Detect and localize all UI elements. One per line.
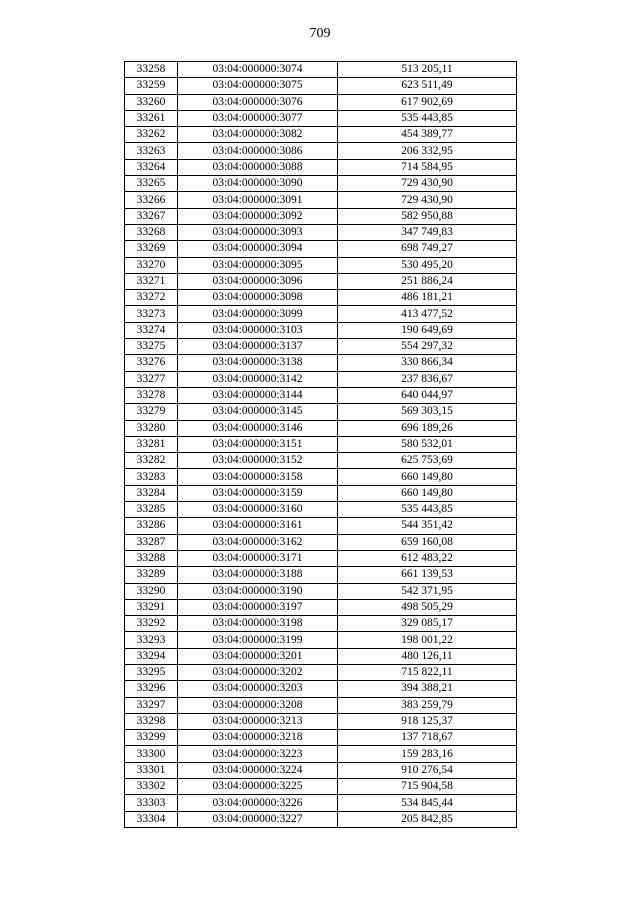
row-number-cell: 33296 — [125, 681, 178, 697]
cadastral-number-cell: 03:04:000000:3224 — [178, 762, 338, 778]
cadastral-value-cell: 660 149,80 — [338, 485, 517, 501]
cadastral-number-cell: 03:04:000000:3090 — [178, 176, 338, 192]
row-number-cell: 33272 — [125, 290, 178, 306]
cadastral-value-cell: 661 139,53 — [338, 567, 517, 583]
table-row — [125, 616, 517, 632]
cadastral-value-cell: 660 149,80 — [338, 469, 517, 485]
cadastral-number-cell: 03:04:000000:3213 — [178, 713, 338, 729]
table-row — [125, 355, 517, 371]
cadastral-value-cell: 729 430,90 — [338, 192, 517, 208]
cadastral-number-cell: 03:04:000000:3088 — [178, 159, 338, 175]
table-row — [125, 78, 517, 94]
cadastral-value-cell: 383 259,79 — [338, 697, 517, 713]
cadastral-value-cell: 513 205,11 — [338, 62, 517, 78]
cadastral-value-cell: 205 842,85 — [338, 811, 517, 827]
cadastral-value-cell: 714 584,95 — [338, 159, 517, 175]
cadastral-value-cell: 159 283,16 — [338, 746, 517, 762]
table-row — [125, 143, 517, 159]
cadastral-value-cell: 480 126,11 — [338, 648, 517, 664]
row-number-cell: 33259 — [125, 78, 178, 94]
cadastral-value-cell: 535 443,85 — [338, 110, 517, 126]
cadastral-value-cell: 729 430,90 — [338, 176, 517, 192]
table-row — [125, 273, 517, 289]
cadastral-value-cell: 612 483,22 — [338, 550, 517, 566]
cadastral-value-cell: 625 753,69 — [338, 453, 517, 469]
table-row — [125, 62, 517, 78]
row-number-cell: 33275 — [125, 339, 178, 355]
table-row — [125, 176, 517, 192]
cadastral-number-cell: 03:04:000000:3142 — [178, 371, 338, 387]
table-row — [125, 502, 517, 518]
row-number-cell: 33300 — [125, 746, 178, 762]
row-number-cell: 33267 — [125, 208, 178, 224]
cadastral-value-cell: 580 532,01 — [338, 436, 517, 452]
cadastral-value-cell: 910 276,54 — [338, 762, 517, 778]
cadastral-value-cell: 347 749,83 — [338, 224, 517, 240]
cadastral-value-cell: 534 845,44 — [338, 795, 517, 811]
table-row — [125, 599, 517, 615]
row-number-cell: 33262 — [125, 127, 178, 143]
table-row — [125, 567, 517, 583]
row-number-cell: 33260 — [125, 94, 178, 110]
cadastral-value-table — [124, 61, 517, 828]
table-row — [125, 713, 517, 729]
row-number-cell: 33295 — [125, 664, 178, 680]
cadastral-number-cell: 03:04:000000:3094 — [178, 241, 338, 257]
table-row — [125, 208, 517, 224]
row-number-cell: 33303 — [125, 795, 178, 811]
table-row — [125, 485, 517, 501]
row-number-cell: 33269 — [125, 241, 178, 257]
cadastral-number-cell: 03:04:000000:3226 — [178, 795, 338, 811]
row-number-cell: 33293 — [125, 632, 178, 648]
row-number-cell: 33280 — [125, 420, 178, 436]
cadastral-value-cell: 530 495,20 — [338, 257, 517, 273]
table-body — [125, 62, 517, 828]
table-row — [125, 110, 517, 126]
row-number-cell: 33287 — [125, 534, 178, 550]
cadastral-number-cell: 03:04:000000:3202 — [178, 664, 338, 680]
row-number-cell: 33277 — [125, 371, 178, 387]
cadastral-number-cell: 03:04:000000:3092 — [178, 208, 338, 224]
cadastral-number-cell: 03:04:000000:3144 — [178, 387, 338, 403]
cadastral-value-cell: 198 001,22 — [338, 632, 517, 648]
table-row — [125, 518, 517, 534]
cadastral-number-cell: 03:04:000000:3198 — [178, 616, 338, 632]
row-number-cell: 33299 — [125, 730, 178, 746]
row-number-cell: 33282 — [125, 453, 178, 469]
row-number-cell: 33263 — [125, 143, 178, 159]
table-row — [125, 339, 517, 355]
cadastral-value-cell: 623 511,49 — [338, 78, 517, 94]
cadastral-value-cell: 715 822,11 — [338, 664, 517, 680]
cadastral-value-cell: 190 649,69 — [338, 322, 517, 338]
row-number-cell: 33273 — [125, 306, 178, 322]
row-number-cell: 33274 — [125, 322, 178, 338]
table-row — [125, 648, 517, 664]
table-row — [125, 387, 517, 403]
table-row — [125, 371, 517, 387]
row-number-cell: 33292 — [125, 616, 178, 632]
cadastral-value-cell: 569 303,15 — [338, 404, 517, 420]
cadastral-number-cell: 03:04:000000:3225 — [178, 779, 338, 795]
cadastral-number-cell: 03:04:000000:3223 — [178, 746, 338, 762]
cadastral-number-cell: 03:04:000000:3093 — [178, 224, 338, 240]
cadastral-value-cell: 698 749,27 — [338, 241, 517, 257]
cadastral-value-cell: 498 505,29 — [338, 599, 517, 615]
cadastral-number-cell: 03:04:000000:3188 — [178, 567, 338, 583]
cadastral-value-cell: 329 085,17 — [338, 616, 517, 632]
cadastral-number-cell: 03:04:000000:3161 — [178, 518, 338, 534]
row-number-cell: 33279 — [125, 404, 178, 420]
cadastral-value-cell: 696 189,26 — [338, 420, 517, 436]
cadastral-value-cell: 237 836,67 — [338, 371, 517, 387]
cadastral-number-cell: 03:04:000000:3138 — [178, 355, 338, 371]
cadastral-value-cell: 394 388,21 — [338, 681, 517, 697]
cadastral-number-cell: 03:04:000000:3171 — [178, 550, 338, 566]
row-number-cell: 33284 — [125, 485, 178, 501]
table-row — [125, 469, 517, 485]
cadastral-number-cell: 03:04:000000:3075 — [178, 78, 338, 94]
table-row — [125, 534, 517, 550]
cadastral-number-cell: 03:04:000000:3091 — [178, 192, 338, 208]
cadastral-number-cell: 03:04:000000:3077 — [178, 110, 338, 126]
cadastral-value-cell: 251 886,24 — [338, 273, 517, 289]
cadastral-number-cell: 03:04:000000:3208 — [178, 697, 338, 713]
cadastral-value-cell: 454 389,77 — [338, 127, 517, 143]
row-number-cell: 33298 — [125, 713, 178, 729]
table-row — [125, 404, 517, 420]
cadastral-number-cell: 03:04:000000:3152 — [178, 453, 338, 469]
cadastral-value-cell: 659 160,08 — [338, 534, 517, 550]
row-number-cell: 33278 — [125, 387, 178, 403]
cadastral-value-cell: 918 125,37 — [338, 713, 517, 729]
row-number-cell: 33266 — [125, 192, 178, 208]
cadastral-number-cell: 03:04:000000:3074 — [178, 62, 338, 78]
table-row — [125, 811, 517, 827]
row-number-cell: 33268 — [125, 224, 178, 240]
row-number-cell: 33286 — [125, 518, 178, 534]
row-number-cell: 33271 — [125, 273, 178, 289]
row-number-cell: 33276 — [125, 355, 178, 371]
row-number-cell: 33258 — [125, 62, 178, 78]
cadastral-value-cell: 544 351,42 — [338, 518, 517, 534]
row-number-cell: 33285 — [125, 502, 178, 518]
cadastral-value-cell: 413 477,52 — [338, 306, 517, 322]
cadastral-number-cell: 03:04:000000:3218 — [178, 730, 338, 746]
row-number-cell: 33288 — [125, 550, 178, 566]
cadastral-number-cell: 03:04:000000:3082 — [178, 127, 338, 143]
table-row — [125, 159, 517, 175]
cadastral-number-cell: 03:04:000000:3227 — [178, 811, 338, 827]
table-row — [125, 94, 517, 110]
table-row — [125, 192, 517, 208]
cadastral-number-cell: 03:04:000000:3160 — [178, 502, 338, 518]
row-number-cell: 33281 — [125, 436, 178, 452]
row-number-cell: 33302 — [125, 779, 178, 795]
cadastral-number-cell: 03:04:000000:3162 — [178, 534, 338, 550]
table-row — [125, 779, 517, 795]
cadastral-number-cell: 03:04:000000:3137 — [178, 339, 338, 355]
cadastral-value-cell: 330 866,34 — [338, 355, 517, 371]
table-row — [125, 583, 517, 599]
cadastral-number-cell: 03:04:000000:3190 — [178, 583, 338, 599]
cadastral-number-cell: 03:04:000000:3203 — [178, 681, 338, 697]
table-row — [125, 290, 517, 306]
cadastral-number-cell: 03:04:000000:3201 — [178, 648, 338, 664]
row-number-cell: 33270 — [125, 257, 178, 273]
row-number-cell: 33265 — [125, 176, 178, 192]
table-row — [125, 681, 517, 697]
table-row — [125, 762, 517, 778]
row-number-cell: 33301 — [125, 762, 178, 778]
cadastral-number-cell: 03:04:000000:3095 — [178, 257, 338, 273]
cadastral-value-cell: 554 297,32 — [338, 339, 517, 355]
row-number-cell: 33304 — [125, 811, 178, 827]
table-row — [125, 257, 517, 273]
table-row — [125, 746, 517, 762]
cadastral-number-cell: 03:04:000000:3103 — [178, 322, 338, 338]
cadastral-value-cell: 640 044,97 — [338, 387, 517, 403]
row-number-cell: 33297 — [125, 697, 178, 713]
table-row — [125, 550, 517, 566]
page-number: 709 — [309, 26, 331, 41]
row-number-cell: 33291 — [125, 599, 178, 615]
table-row — [125, 436, 517, 452]
row-number-cell: 33289 — [125, 567, 178, 583]
row-number-cell: 33290 — [125, 583, 178, 599]
cadastral-value-cell: 617 902,69 — [338, 94, 517, 110]
table-row — [125, 241, 517, 257]
row-number-cell: 33283 — [125, 469, 178, 485]
cadastral-number-cell: 03:04:000000:3159 — [178, 485, 338, 501]
cadastral-value-cell: 486 181,21 — [338, 290, 517, 306]
table-row — [125, 632, 517, 648]
table-row — [125, 322, 517, 338]
cadastral-value-cell: 715 904,58 — [338, 779, 517, 795]
cadastral-value-cell: 542 371,95 — [338, 583, 517, 599]
cadastral-number-cell: 03:04:000000:3086 — [178, 143, 338, 159]
cadastral-number-cell: 03:04:000000:3146 — [178, 420, 338, 436]
cadastral-number-cell: 03:04:000000:3099 — [178, 306, 338, 322]
cadastral-number-cell: 03:04:000000:3158 — [178, 469, 338, 485]
cadastral-value-cell: 582 950,88 — [338, 208, 517, 224]
cadastral-number-cell: 03:04:000000:3199 — [178, 632, 338, 648]
table-row — [125, 420, 517, 436]
cadastral-value-cell: 137 718,67 — [338, 730, 517, 746]
table-row — [125, 224, 517, 240]
cadastral-value-cell: 535 443,85 — [338, 502, 517, 518]
cadastral-number-cell: 03:04:000000:3076 — [178, 94, 338, 110]
table-row — [125, 306, 517, 322]
table-row — [125, 664, 517, 680]
cadastral-value-cell: 206 332,95 — [338, 143, 517, 159]
cadastral-number-cell: 03:04:000000:3151 — [178, 436, 338, 452]
cadastral-number-cell: 03:04:000000:3098 — [178, 290, 338, 306]
row-number-cell: 33294 — [125, 648, 178, 664]
cadastral-number-cell: 03:04:000000:3096 — [178, 273, 338, 289]
cadastral-number-cell: 03:04:000000:3197 — [178, 599, 338, 615]
row-number-cell: 33264 — [125, 159, 178, 175]
cadastral-number-cell: 03:04:000000:3145 — [178, 404, 338, 420]
table-row — [125, 697, 517, 713]
table-row — [125, 453, 517, 469]
table-row — [125, 795, 517, 811]
table-row — [125, 730, 517, 746]
table-row — [125, 127, 517, 143]
row-number-cell: 33261 — [125, 110, 178, 126]
